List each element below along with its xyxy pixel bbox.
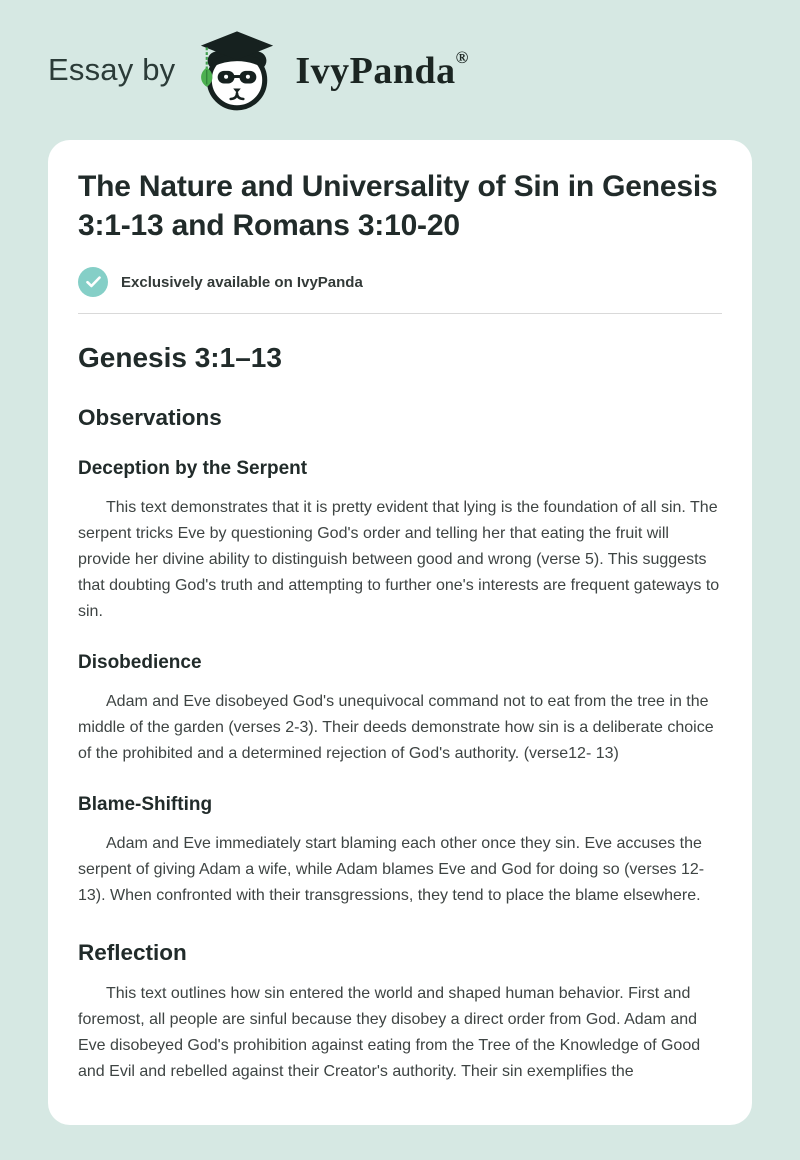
- subheading-observations: Observations: [78, 405, 222, 431]
- paragraph-deception: This text demonstrates that it is pretty evident that lying is the foundation of all sin. The serpent tricks Eve by questioning God's order and telling her that eating the fruit will provide her divine ability to distinguish between good and wrong (verse 5). This suggests that doubting God's truth and attempting to further one's interests are frequent gateways to sin.: [78, 499, 720, 621]
- essay-by-label: Essay by: [48, 52, 176, 87]
- subheading-disobedience: Disobedience: [78, 652, 202, 674]
- heading-genesis-3-1-13: Genesis 3:1–13: [78, 342, 282, 374]
- subheading-reflection: Reflection: [78, 940, 187, 966]
- page-header: [0, 0, 800, 140]
- availability-badge-label: Exclusively available on IvyPanda: [121, 273, 363, 291]
- ivypanda-logo-icon: [191, 28, 283, 112]
- essay-title: The Nature and Universality of Sin in Genesis 3:1-13 and Romans 3:10-20: [78, 170, 718, 242]
- registered-trademark-symbol: ®: [455, 47, 469, 67]
- availability-badge: [78, 267, 722, 297]
- divider: [78, 313, 722, 314]
- paragraph-blame-shifting: Adam and Eve immediately start blaming each other once they sin. Eve accuses the serpent of giving Adam a wife, while Adam blames Eve and God for doing so (verses 12-13). When confronted with their transgressions, they tend to place the blame elsewhere.: [78, 835, 705, 905]
- brand-name: [295, 48, 468, 93]
- brand-name-text: IvyPanda: [295, 49, 456, 92]
- subheading-blame-shifting: Blame-Shifting: [78, 794, 213, 816]
- essay-card: [48, 140, 752, 1125]
- subheading-deception-by-the-serpent: Deception by the Serpent: [78, 458, 308, 480]
- paragraph-reflection: This text outlines how sin entered the world and shaped human behavior. First and foremost, all people are sinful because they disobey a direct order from God. Adam and Eve disobeyed God's prohibition against eating from the Tree of the Knowledge of Good and Evil and rebelled against their Creator's authority. Their sin exemplifies the: [78, 985, 701, 1081]
- paragraph-disobedience: Adam and Eve disobeyed God's unequivocal command not to eat from the tree in the middle of the garden (verses 2-3). Their deeds demonstrate how sin is a deliberate choice of the prohibited and a determined rejection of God's authority. (verse12- 13): [78, 693, 714, 763]
- checkmark-icon: [78, 267, 108, 297]
